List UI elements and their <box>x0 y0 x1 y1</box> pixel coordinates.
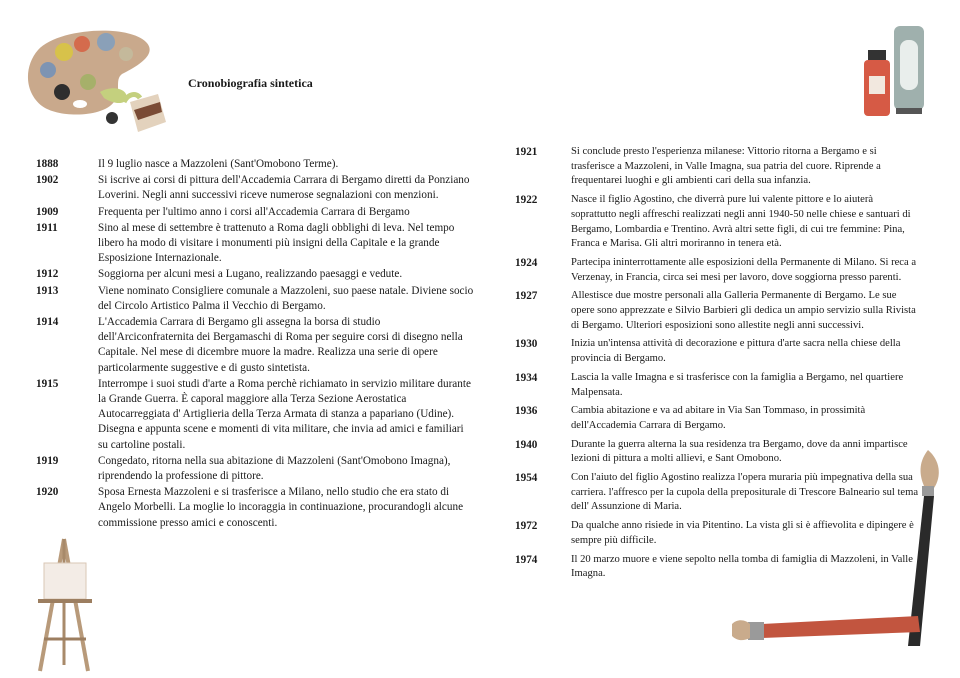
timeline-entry <box>515 145 920 189</box>
entry-text: Soggiorna per alcuni mesi a Lugano, realizzando paesaggi e vedute. <box>98 268 403 281</box>
timeline-entry <box>36 377 476 453</box>
entry-text: Il 9 luglio nasce a Mazzoleni (Sant'Omobono Terme). <box>98 158 339 170</box>
entry-text: Inizia un'intensa attività di decorazione e pittura d'arte sacra nella chiese della provincia di Bergamo. <box>571 338 901 365</box>
entry-text: Nasce il figlio Agostino, che diverrà pure lui valente pittore e lo aiuterà soprattutto negli affreschi realizzati negli anni 1940-50 nelle chiese e santuari di Bergamo, Lombardia e Trentino. Avrà altri sette figli, di cui tre femmine: Pina, Franca e Marisa. Gli altri moriranno in tenera età. <box>571 194 911 250</box>
paint-jar-icon <box>100 88 180 138</box>
entry-year: 1902 <box>36 174 59 187</box>
entry-text: Il 20 marzo muore e viene sepolto nella tomba di famiglia di Mazzoleni, in Valle Imagna. <box>571 553 913 580</box>
entry-year: 1974 <box>515 553 538 566</box>
timeline-entry <box>36 267 476 282</box>
entry-year: 1924 <box>515 256 538 269</box>
timeline-entry <box>36 485 476 531</box>
page-title: Cronobiografia sintetica <box>188 76 313 90</box>
entry-year: 1920 <box>36 486 59 499</box>
entry-text: Allestisce due mostre personali alla Galleria Permanente di Bergamo. Le sue opere sono apprezzate e Silvio Barbieri gli dedica un ampio servizio sulla Rivista di Bergamo. Ulteriori esposizioni sono allestite negli anni successivi. <box>571 290 916 331</box>
entry-year: 1954 <box>515 472 538 485</box>
timeline-entry <box>515 553 920 582</box>
entry-text: Durante la guerra alterna la sua residenza tra Bergamo, dove da anni impartisce lezioni di pittura a molti allievi, e Sant Omobono. <box>571 438 908 465</box>
paint-tubes-icon <box>858 20 948 120</box>
entry-year: 1934 <box>515 371 538 384</box>
entry-year: 1913 <box>36 284 59 297</box>
timeline-entry <box>515 371 920 400</box>
timeline-entry <box>515 337 920 366</box>
entry-year: 1936 <box>515 405 538 418</box>
entry-year: 1915 <box>36 377 59 390</box>
entry-year: 1912 <box>36 268 59 281</box>
timeline-entry <box>515 471 920 515</box>
timeline-entry <box>515 289 920 333</box>
entry-text: Congedato, ritorna nella sua abitazione di Mazzoleni (Sant'Omobono Imagna), riprendendo la professione di pittore. <box>98 454 451 483</box>
entry-text: Interrompe i suoi studi d'arte a Roma perchè richiamato in servizio militare durante la Grande Guerra. È caporal maggiore alla Terza Sezione Aerostatica Autocarreggiata d' Artiglieria della Terza Armata di stanza a papariano (Udine). Disegna e appunta scene e momenti di vita militare, che invia ad amici e familiari su cartoline postali. <box>98 377 471 451</box>
timeline-entry <box>36 205 476 220</box>
entry-year: 1921 <box>515 146 538 158</box>
timeline-right-column <box>515 145 920 586</box>
entry-year: 1930 <box>515 338 538 351</box>
entry-text: Lascia la valle Imagna e si trasferisce con la famiglia a Bergamo, nel quartiere Malpensata. <box>571 371 904 398</box>
entry-text: Sposa Ernesta Mazzoleni e si trasferisce a Milano, nello studio che era stato di Angelo Morbelli. La moglie lo incoraggia in continuazione, procurandogli alcune commissione presso amici e conoscenti. <box>98 486 464 529</box>
timeline-entry <box>515 438 920 467</box>
timeline-entry <box>515 193 920 252</box>
entry-year: 1940 <box>515 438 538 451</box>
timeline-left-column <box>36 157 476 532</box>
entry-year: 1927 <box>515 290 538 303</box>
timeline-entry <box>36 173 476 203</box>
entry-year: 1922 <box>515 194 538 207</box>
entry-year: 1888 <box>36 158 59 170</box>
timeline-entry <box>36 157 476 172</box>
entry-text: Con l'aiuto del figlio Agostino realizza l'opera muraria più impegnativa della sua carriera. l'affresco per la cupola della prepositurale di Trescore Balneario sul tema dell' Assunzione di Maria. <box>571 472 919 513</box>
entry-year: 1919 <box>36 454 59 467</box>
entry-text: Frequenta per l'ultimo anno i corsi all'Accademia Carrara di Bergamo <box>98 205 410 218</box>
entry-text: Da qualche anno risiede in via Pitentino. La vista gli si è affievolita e dipingere è sempre più difficile. <box>571 520 914 546</box>
timeline-entry <box>36 221 476 267</box>
timeline-entry <box>515 404 920 433</box>
timeline-entry <box>515 256 920 285</box>
entry-text: Cambia abitazione e va ad abitare in Via San Tommaso, in prossimità dell'Accademia Carrara di Bergamo. <box>571 405 866 431</box>
entry-year: 1972 <box>515 520 538 533</box>
entry-text: L'Accademia Carrara di Bergamo gli assegna la borsa di studio dell'Arciconfraternita dei Bergamaschi di Roma per seguire corsi di disegno nella Capitale. Nel mese di dicembre muore la madre. Realizza una serie di opere particolarmente suggestive e di gusto sintetista. <box>98 316 463 374</box>
entry-text: Viene nominato Consigliere comunale a Mazzoleni, suo paese natale. Diviene socio del Circolo Artistico Palma il Vecchio di Bergamo. <box>98 284 474 312</box>
entry-year: 1914 <box>36 316 59 329</box>
timeline-entry <box>36 315 476 376</box>
entry-year: 1909 <box>36 205 59 218</box>
entry-text: Partecipa ininterrottamente alle esposizioni della Permanente di Milano. Si reca a Verzenay, in Francia, circa sei mesi per lavoro, dove soggiorna presso parenti. <box>571 256 917 283</box>
timeline-entry <box>515 519 920 548</box>
entry-year: 1911 <box>36 221 58 234</box>
timeline-entry <box>36 284 476 314</box>
entry-text: Si iscrive ai corsi di pittura dell'Accademia Carrara di Bergamo diretti da Ponziano Loverini. Negli anni successivi riceve numerose segnalazioni con menzioni. <box>98 174 470 202</box>
easel-icon <box>24 535 104 675</box>
entry-text: Sino al mese di settembre è trattenuto a Roma dagli obblighi di leva. Nel tempo libero ha modo di visitare i monumenti più insigni della Capitale e la grande Esposizione Internazionale. <box>98 221 455 265</box>
timeline-entry <box>36 454 476 484</box>
entry-text: Si conclude presto l'esperienza milanese: Vittorio ritorna a Bergamo e si trasferisce a Mazzoleni, in Valle Imagna, sua patria del cuore. Riprende a frequentarei luoghi e gli ambienti cari della sua infanzia. <box>571 146 881 187</box>
